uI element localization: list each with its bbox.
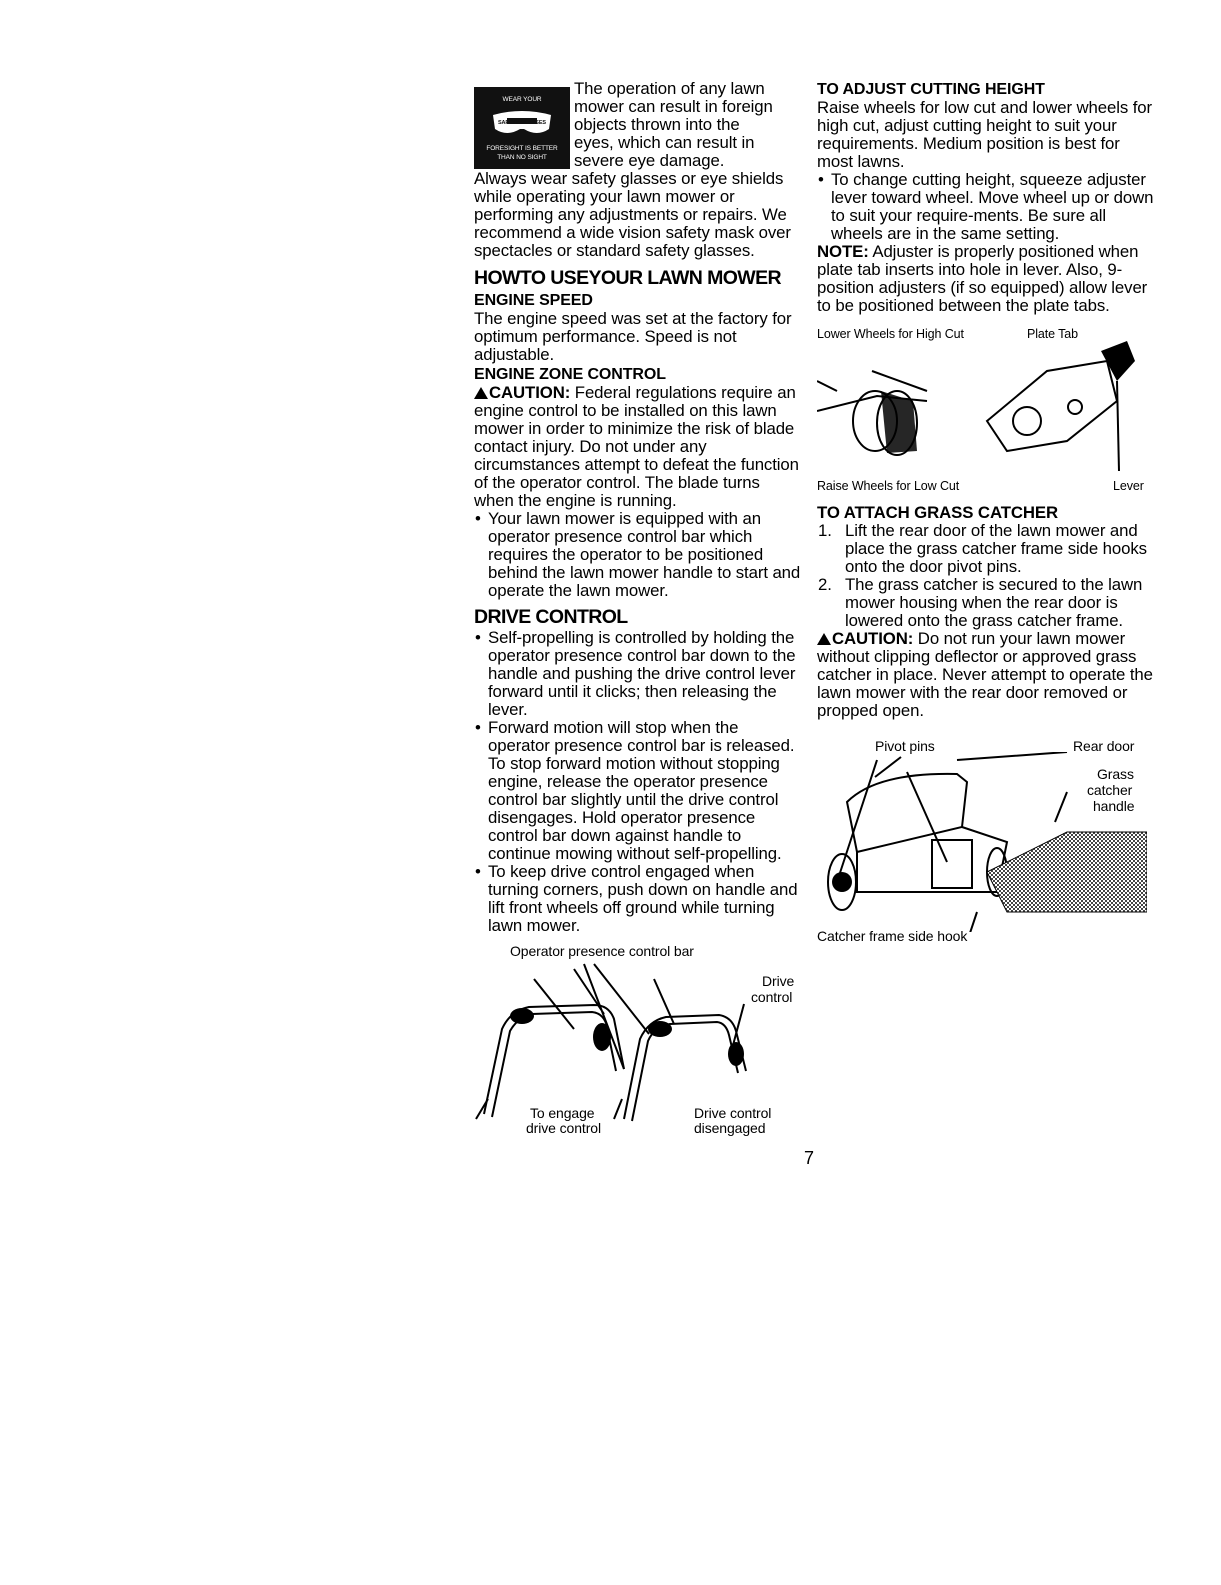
badge-mid-text: SAFETY GLASSES xyxy=(497,120,546,126)
lower-wheels-label: Lower Wheels for High Cut xyxy=(817,327,964,341)
drive-bullet: • Forward motion will stop when the operator presence control bar is released. To stop forward motion without stopping engine, release the operator presence control bar slightly until the drive control disengages. Hold operator presence control bar down against handle to continue mowing without self-propelling. xyxy=(474,719,804,863)
disengaged-label-1: Drive control xyxy=(694,1105,772,1121)
engage-label-1: To engage xyxy=(530,1105,595,1121)
safety-intro xyxy=(474,80,804,170)
intro-line: The operation of any lawn xyxy=(574,79,765,98)
caution-paragraph-2 xyxy=(817,630,1157,720)
frame-hook-label: Catcher frame side hook xyxy=(817,928,968,944)
step-number: 1. xyxy=(818,521,832,540)
engine-zone-heading: ENGINE ZONE CONTROL xyxy=(474,366,666,383)
intro-line: mower can result in foreign xyxy=(574,97,773,116)
mower-handle-illustration xyxy=(474,959,804,1129)
safety-glasses-badge xyxy=(474,87,570,169)
right-column xyxy=(817,80,1157,962)
engine-speed-heading: ENGINE SPEED xyxy=(474,292,593,309)
step-number: 2. xyxy=(818,575,832,594)
cutting-height-heading: TO ADJUST CUTTING HEIGHT xyxy=(817,81,1045,98)
warning-triangle-icon xyxy=(474,387,488,399)
how-to-heading: HOWTO USEYOUR LAWN MOWER xyxy=(474,267,781,289)
note-text: Adjuster is properly positioned when plate tab inserts into hole in lever. Also, 9-position adjusters (if so equipped) allow lever to be positioned between the plate tabs. xyxy=(817,242,1148,315)
catcher-step xyxy=(817,522,1157,576)
page-number: 7 xyxy=(804,1148,815,1168)
intro-line: eyes, which can result in xyxy=(574,133,755,152)
step-text: Lift the rear door of the lawn mower and place the grass catcher frame side hooks onto the door pivot pins. xyxy=(845,521,1147,576)
caution-label-2: CAUTION: xyxy=(832,629,914,648)
wheel-adjuster-illustration xyxy=(817,341,1147,471)
grass-catcher-figure xyxy=(817,732,1157,962)
badge-bottom-text-2: THAN NO SIGHT xyxy=(497,154,547,161)
disengaged-label-2: disengaged xyxy=(694,1120,766,1136)
rear-door-label: Rear door xyxy=(1073,738,1135,754)
grass-label-2: catcher xyxy=(1087,782,1133,798)
intro-rest: Always wear safety glasses or eye shields while operating your lawn mower or performing any adjustments or repairs. We recommend a wide vision safety mask over spectacles or standard safety glasses. xyxy=(474,169,791,260)
caution-label: CAUTION: xyxy=(489,383,571,402)
operator-bar-label: Operator presence control bar xyxy=(510,943,694,959)
caution-paragraph xyxy=(474,384,804,510)
drive-control-figure xyxy=(474,939,804,1139)
badge-bottom-text-1: FORESIGHT IS BETTER xyxy=(486,145,558,152)
note-label: NOTE: xyxy=(817,242,869,261)
intro-line: severe eye damage. xyxy=(574,151,725,170)
cutting-height-figure xyxy=(817,327,1157,495)
drive-bullet: • Self-propelling is controlled by holding the operator presence control bar down to the handle and pushing the drive control lever forward until it clicks; then releasing the lever. xyxy=(474,629,804,719)
lever-label: Lever xyxy=(1113,479,1144,493)
catcher-step xyxy=(817,576,1157,630)
left-column xyxy=(474,80,804,1139)
caution-text: Federal regulations require an engine control to be installed on this lawn mower in order to minimize the risk of blade contact injury. Do not under any circumstances attempt to defeat the function of the operator control. The blade turns when the engine is running. xyxy=(474,383,799,510)
cutting-height-bullet: • To change cutting height, squeeze adjuster lever toward wheel. Move wheel up or down to suit your require-ments. Be sure all wheels are in the same setting. xyxy=(817,171,1157,243)
grass-catcher-heading: TO ATTACH GRASS CATCHER xyxy=(817,503,1059,522)
note-paragraph xyxy=(817,243,1157,315)
cutting-height-text: Raise wheels for low cut and lower wheels for high cut, adjust cutting height to suit your requirements. Medium position is best for most lawns. xyxy=(817,98,1153,171)
intro-line: objects thrown into the xyxy=(574,115,740,134)
intro-lines xyxy=(574,80,773,170)
badge-top-text: WEAR YOUR xyxy=(502,96,542,103)
engine-speed-text: The engine speed was set at the factory for optimum performance. Speed is not adjustable. xyxy=(474,309,792,364)
grass-catcher-illustration xyxy=(817,752,1147,932)
grass-label-3: handle xyxy=(1093,798,1135,814)
caution-text-2: Do not run your lawn mower without clipping deflector or approved grass catcher in place. Never attempt to operate the lawn mower with the rear door removed or propped open. xyxy=(817,629,1153,720)
drive-label-2: control xyxy=(751,989,793,1005)
grass-label-1: Grass xyxy=(1097,766,1134,782)
zone-bullet: • Your lawn mower is equipped with an operator presence control bar which requires the operator to be positioned behind the lawn mower handle to start and operate the lawn mower. xyxy=(474,510,804,600)
step-text: The grass catcher is secured to the lawn mower housing when the rear door is lowered onto the grass catcher frame. xyxy=(845,575,1143,630)
engage-label-2: drive control xyxy=(526,1120,601,1136)
drive-control-heading: DRIVE CONTROL xyxy=(474,606,628,628)
drive-bullet: • To keep drive control engaged when turning corners, push down on handle and lift front wheels off ground while turning lawn mower. xyxy=(474,863,804,935)
drive-label-1: Drive xyxy=(762,973,795,989)
pivot-pins-label: Pivot pins xyxy=(875,738,935,754)
warning-triangle-icon xyxy=(817,633,831,645)
plate-tab-label: Plate Tab xyxy=(1027,327,1078,341)
raise-wheels-label: Raise Wheels for Low Cut xyxy=(817,479,960,493)
